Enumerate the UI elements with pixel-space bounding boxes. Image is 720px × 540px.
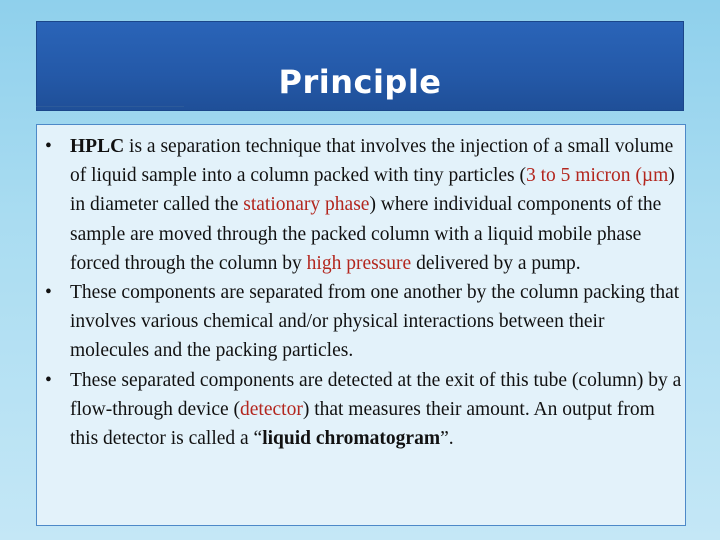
high-pressure-highlight: high pressure: [306, 252, 412, 274]
bullet-item-3: [45, 366, 682, 454]
bullet-list: [45, 132, 682, 453]
title-bar: [36, 21, 684, 111]
liquid-chromatogram-term: liquid chromatogram: [262, 428, 441, 450]
slide-title: Principle: [278, 63, 442, 101]
particle-size-highlight: 3 to 5 micron (µm: [525, 165, 669, 187]
hplc-term: HPLC: [70, 136, 125, 157]
bullet-text: These components are separated from one another by the column packing that involves various chemical and/or physical interactions between their molecules and the packing particles.: [70, 282, 680, 362]
bullet-text: delivered by a pump.: [411, 252, 581, 274]
bullet-text: is a separation technique that involves the injection of a small volume of liquid sample into a column packed with tiny particles (: [70, 136, 674, 187]
bullet-marker: •: [45, 369, 52, 391]
bullet-item-1: [45, 132, 682, 278]
bullet-text: ) in diameter called the: [70, 165, 675, 216]
stationary-phase-highlight: stationary phase: [243, 194, 370, 216]
bullet-text: ”.: [440, 428, 454, 450]
bullet-text: These separated components are detected at the exit of this tube (column) by a flow-through device (: [70, 369, 682, 420]
detector-highlight: detector: [240, 398, 303, 420]
bullet-item-2: [45, 278, 682, 366]
bullet-marker: •: [45, 136, 52, 157]
bullet-text: ) where individual components of the sample are moved through the packed column with a liquid mobile phase forced through the column by: [70, 194, 662, 274]
bullet-marker: •: [45, 282, 52, 304]
title-underline: [36, 106, 184, 107]
bullet-text: ) that measures their amount. An output from this detector is called a “: [70, 398, 655, 450]
